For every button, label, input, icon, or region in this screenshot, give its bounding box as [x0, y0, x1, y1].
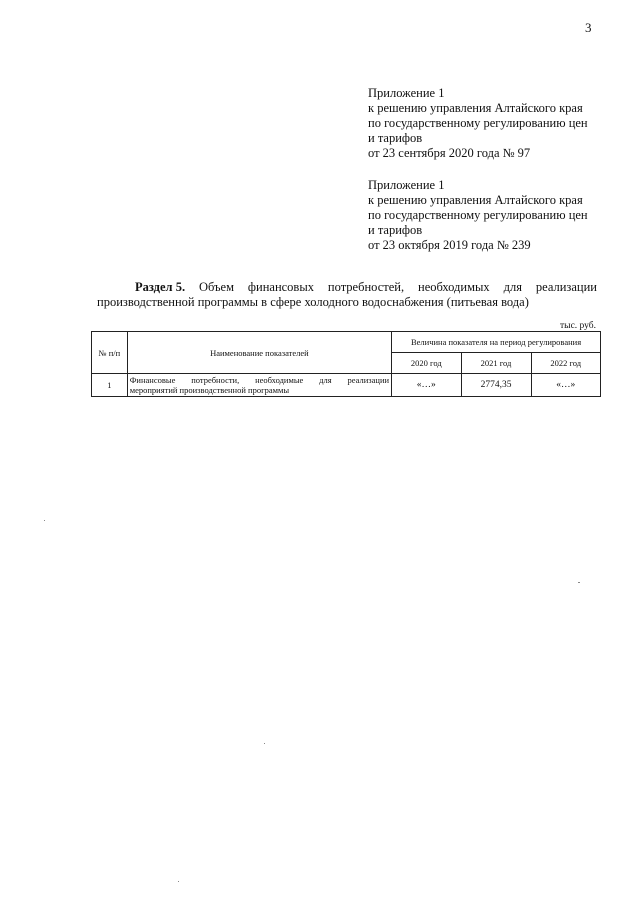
header-number [92, 332, 128, 374]
row-value-2022: «…» [531, 374, 600, 397]
scan-speck [578, 582, 580, 583]
section-title-word: для [503, 280, 522, 294]
header-year: 2022 год [531, 353, 600, 374]
appendix-line: от 23 октября 2019 года № 239 [368, 238, 531, 252]
row-name-word: реализации [347, 375, 390, 385]
section-title-word: потребностей, [327, 280, 405, 294]
table-row [92, 374, 601, 397]
appendix-line: к решению управления Алтайского края [368, 193, 583, 207]
table-header-row [92, 332, 601, 353]
header-number-label: № п/п [98, 347, 121, 358]
header-period-label: Величина показателя на период регулирования [410, 337, 582, 347]
section-title-word: необходимых [418, 280, 490, 294]
row-name-word: необходимые [255, 375, 304, 385]
row-value-2020: «…» [392, 374, 461, 397]
header-year: 2020 год [392, 353, 461, 374]
row-name-line2: мероприятий производственной программы [129, 385, 290, 395]
header-name [127, 332, 391, 374]
scan-speck [44, 520, 45, 521]
financial-needs-table [91, 331, 601, 397]
section-title-word: реализации [535, 280, 597, 294]
appendix-line: от 23 сентября 2020 года № 97 [368, 146, 531, 160]
row-number: 1 [92, 374, 128, 397]
appendix-current-block [368, 86, 618, 161]
header-name-label: Наименование показателей [210, 347, 309, 358]
units-label: тыс. руб. [560, 321, 596, 331]
row-name [127, 374, 391, 397]
appendix-line: и тарифов [368, 131, 423, 145]
section-heading [97, 280, 597, 310]
scan-speck [178, 881, 179, 882]
appendix-line: к решению управления Алтайского края [368, 101, 583, 115]
section-title-word: финансовых [247, 280, 314, 294]
scan-speck [264, 743, 265, 744]
section-label: Раздел 5. [135, 280, 186, 294]
row-value-2021: 2774,35 [461, 374, 531, 397]
appendix-line: Приложение 1 [368, 178, 445, 192]
appendix-line: Приложение 1 [368, 86, 445, 100]
appendix-line: и тарифов [368, 223, 423, 237]
page-number: 3 [585, 20, 592, 35]
row-name-line1 [130, 375, 389, 385]
section-title-word: Объем [199, 280, 234, 294]
section-heading-line1 [97, 280, 597, 295]
row-name-word: Финансовые [129, 375, 176, 385]
header-period [392, 332, 601, 353]
section-heading-line2: производственной программы в сфере холодного водоснабжения (питьевая вода) [97, 295, 529, 309]
appendix-line: по государственному регулированию цен [368, 208, 588, 222]
row-name-word: потребности, [191, 375, 240, 385]
appendix-line: по государственному регулированию цен [368, 116, 588, 130]
header-year: 2021 год [461, 353, 531, 374]
appendix-previous-block [368, 178, 618, 253]
row-name-word: для [319, 375, 332, 385]
